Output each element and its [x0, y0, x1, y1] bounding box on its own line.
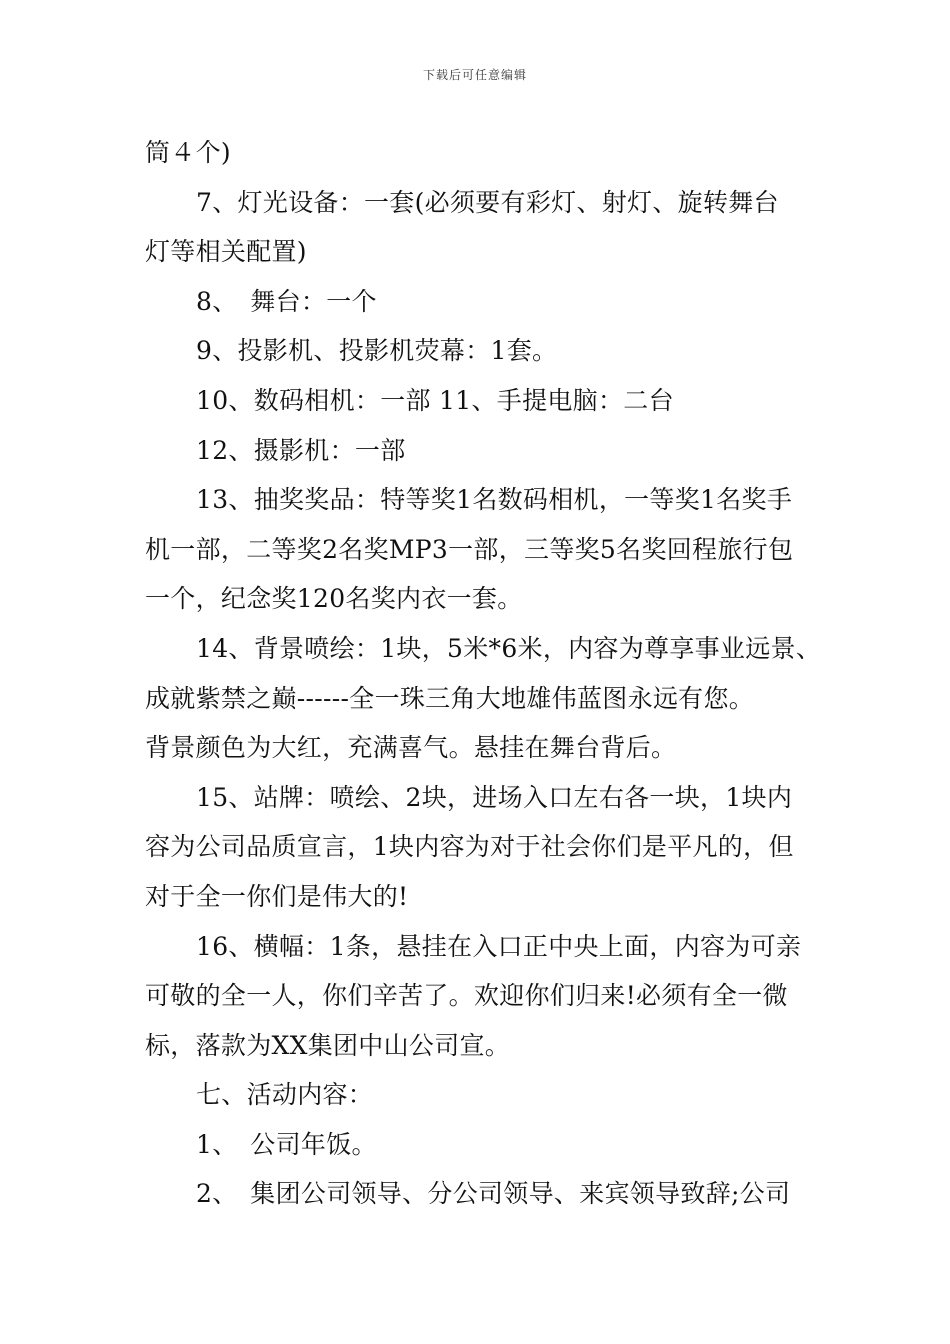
document-body [145, 128, 822, 1219]
text-line: 筒４个) [145, 138, 231, 167]
text-line: 灯等相关配置) [145, 237, 307, 267]
page-header: 下载后可任意编辑 [422, 68, 527, 82]
text-line: 13、抽奖奖品：特等奖1名数码相机，一等奖1名奖手 [196, 485, 793, 515]
text-line: 对于全一你们是伟大的! [145, 881, 409, 911]
text-line: 成就紫禁之巅------全一珠三角大地雄伟蓝图永远有您。 [145, 683, 755, 713]
section-heading: 七、活动内容： [196, 1080, 374, 1110]
text-line: 容为公司品质宣言，1块内容为对于社会你们是平凡的，但 [145, 832, 794, 862]
text-line: 10、数码相机：一部 11、手提电脑：二台 [196, 385, 674, 415]
text-line: 2、 集团公司领导、分公司领导、来宾领导致辞;公司 [196, 1179, 791, 1209]
text-line: 15、站牌：喷绘、2块，进场入口左右各一块，1块内 [196, 782, 793, 812]
text-line: 14、背景喷绘：1块，5米*6米，内容为尊享事业远景、 [196, 633, 822, 663]
text-line: 8、 舞台：一个 [196, 286, 377, 316]
text-line: 背景颜色为大红，充满喜气。悬挂在舞台背后。 [145, 733, 677, 763]
text-line: 9、投影机、投影机荧幕：1套。 [196, 336, 558, 366]
text-line: 可敬的全一人，你们辛苦了。欢迎你们归来!必须有全一微 [145, 981, 788, 1011]
text-line: 机一部，二等奖2名奖MP3一部，三等奖5名奖回程旅行包 [145, 534, 794, 564]
text-line: 12、摄影机：一部 [196, 435, 406, 465]
text-line: 1、 公司年饭。 [196, 1129, 377, 1159]
text-line: 标，落款为XX集团中山公司宣。 [145, 1030, 511, 1060]
text-line: 16、横幅：1条，悬挂在入口正中央上面，内容为可亲 [196, 931, 802, 961]
text-line: 一个，纪念奖120名奖内衣一套。 [145, 584, 523, 614]
text-line: 7、灯光设备：一套(必须要有彩灯、射灯、旋转舞台 [196, 187, 779, 217]
